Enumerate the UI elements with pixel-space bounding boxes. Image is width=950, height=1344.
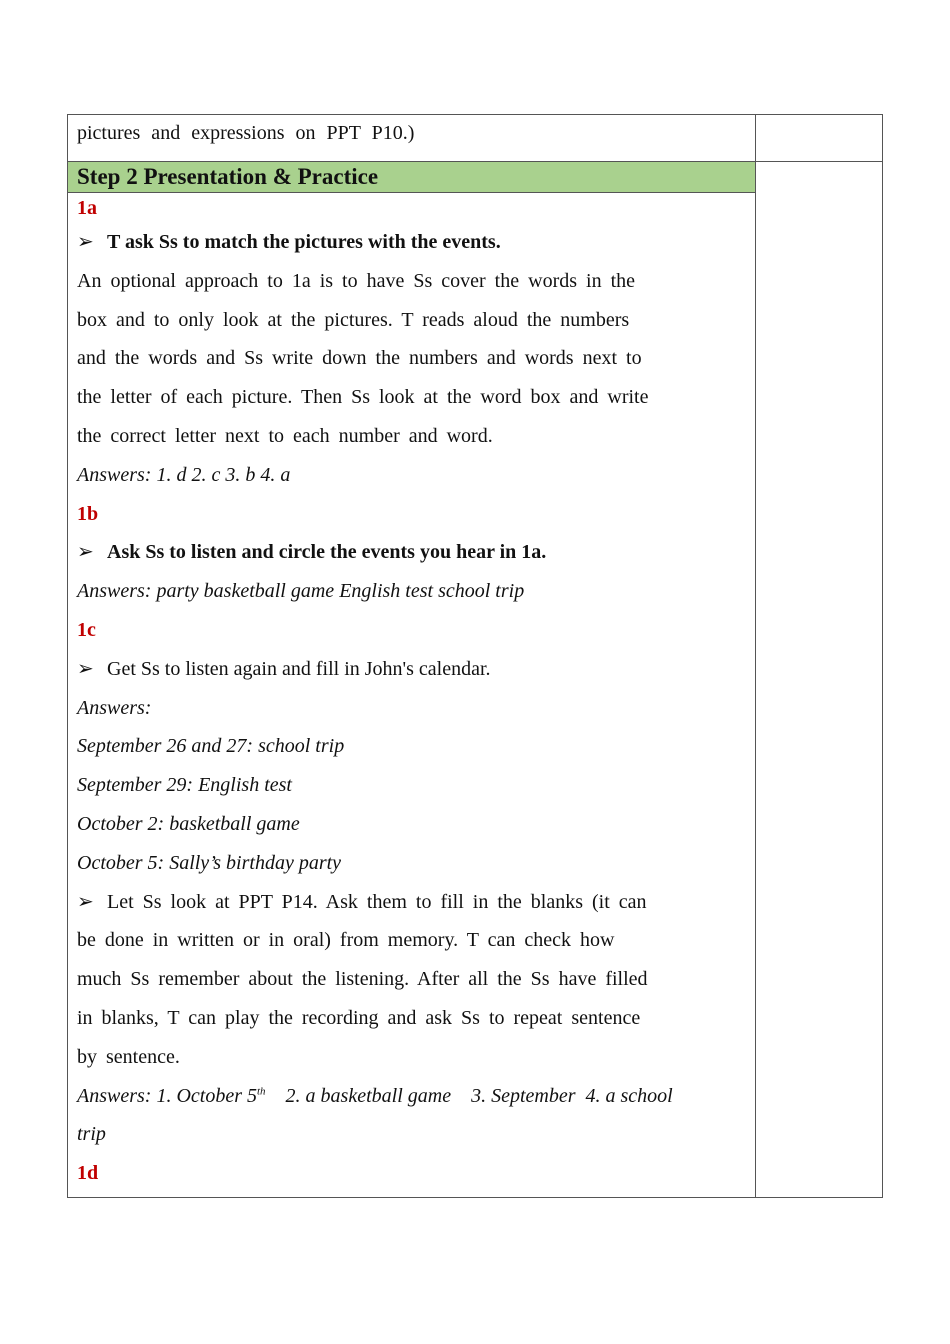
step-body xyxy=(68,193,755,1193)
answer-line: October 2: basketball game xyxy=(77,812,300,835)
paragraph-line: and the words and Ss write down the numbers and words next to xyxy=(77,347,642,370)
section-1c-answers-label: Answers: xyxy=(77,696,152,719)
section-1b-answers: Answers: party basketball game English test school trip xyxy=(77,580,525,603)
arrow-bullet-icon: ➢ xyxy=(77,541,94,564)
answer-line: September 26 and 27: school trip xyxy=(77,735,345,758)
main-column xyxy=(68,115,755,1193)
arrow-bullet-icon: ➢ xyxy=(77,231,94,253)
ordinal-superscript: th xyxy=(256,1084,266,1097)
paragraph-line: box and to only look at the pictures. T reads aloud the numbers xyxy=(77,308,630,331)
step-heading: Step 2 Presentation & Practice xyxy=(68,162,755,193)
arrow-bullet-icon: ➢ xyxy=(77,657,94,680)
answer-line: October 5: Sally’s birthday party xyxy=(77,851,342,874)
section-1b-bullet-text: Ask Ss to listen and circle the events you hear in 1a. xyxy=(107,541,547,564)
section-1a-label: 1a xyxy=(77,197,97,219)
previous-row-text: pictures and expressions on PPT P10.) xyxy=(77,122,415,144)
paragraph-line xyxy=(77,883,746,922)
paragraph-line: in blanks, T can play the recording and ask Ss to repeat sentence xyxy=(77,1006,641,1029)
section-1c-answers-2 xyxy=(77,1077,746,1116)
section-1d-label: 1d xyxy=(77,1162,99,1185)
section-1c-bullet-1-text: Get Ss to listen again and fill in John's calendar. xyxy=(107,657,491,680)
section-1a-bullet-text: T ask Ss to match the pictures with the events. xyxy=(107,231,501,253)
arrow-bullet-icon: ➢ xyxy=(77,890,94,913)
section-1a-paragraph xyxy=(77,262,746,456)
section-1c-label: 1c xyxy=(77,618,96,641)
paragraph-line: the correct letter next to each number and word. xyxy=(77,424,493,447)
paragraph-line: be done in written or in oral) from memory. T can check how xyxy=(77,929,615,952)
section-1c-bullet-1 xyxy=(77,650,746,689)
section-1a-bullet xyxy=(77,223,746,262)
section-1c-answers-2-cont: trip xyxy=(77,1123,106,1146)
paragraph-line: An optional approach to 1a is to have Ss cover the words in the xyxy=(77,269,635,292)
answers-2-part-b: 2. a basketball game 3. September 4. a school xyxy=(265,1084,673,1107)
lesson-table xyxy=(67,114,883,1198)
section-1a-answers: Answers: 1. d 2. c 3. b 4. a xyxy=(77,463,291,486)
paragraph-line: the letter of each picture. Then Ss look at the word box and write xyxy=(77,386,649,409)
section-1b-label: 1b xyxy=(77,502,99,525)
paragraph-line: much Ss remember about the listening. After all the Ss have filled xyxy=(77,968,648,991)
section-1c-bullet-2 xyxy=(77,883,746,1077)
section-1b-bullet xyxy=(77,533,746,572)
answer-line: September 29: English test xyxy=(77,774,292,797)
paragraph-line: by sentence. xyxy=(77,1045,180,1068)
column-divider xyxy=(755,115,756,1197)
answers-2-part-a: Answers: 1. October 5 xyxy=(77,1084,257,1107)
paragraph-line-text: Let Ss look at PPT P14. Ask them to fill in the blanks (it can xyxy=(107,890,647,913)
